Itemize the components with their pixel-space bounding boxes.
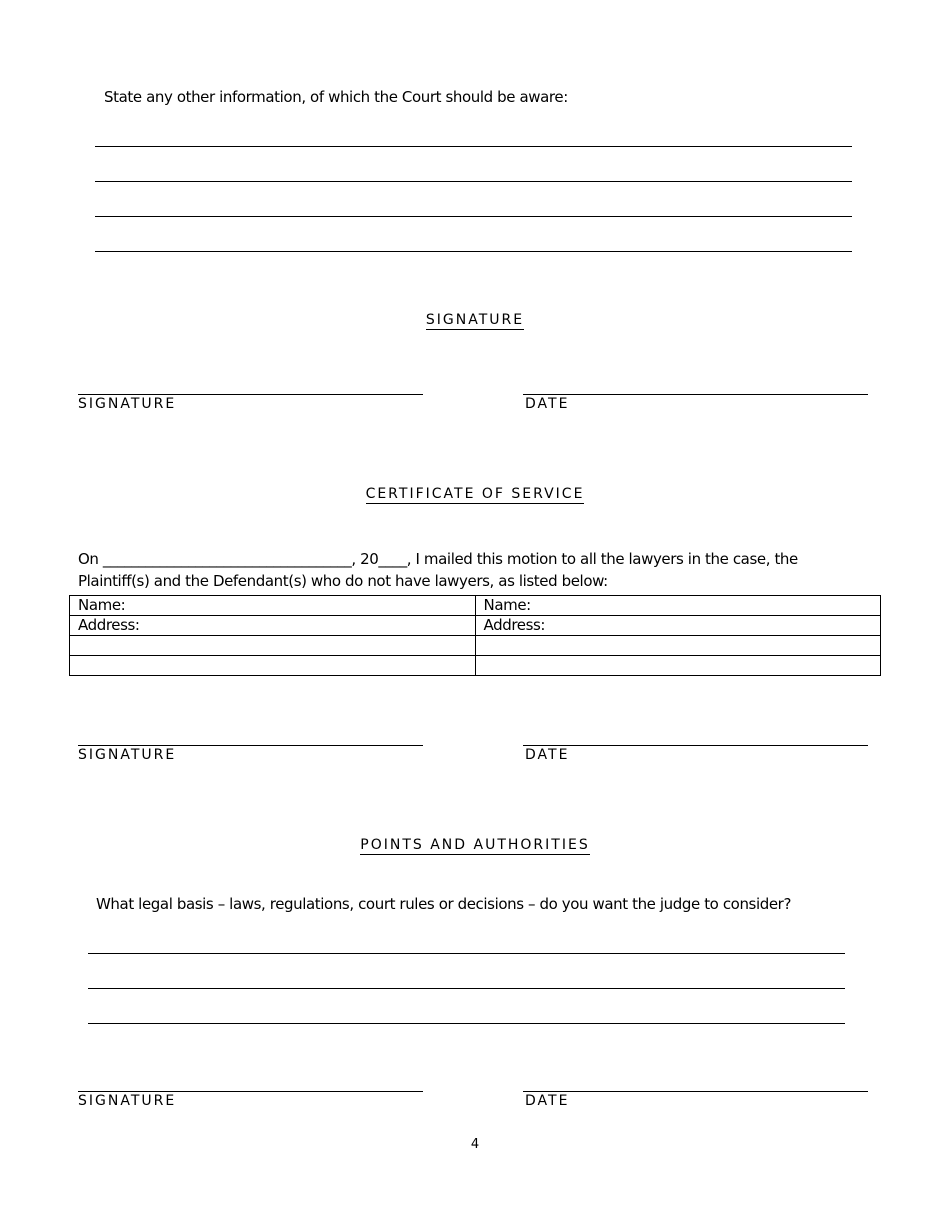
page-number: 4: [470, 1137, 480, 1152]
points-line-3[interactable]: [88, 1023, 845, 1024]
table-row: [70, 636, 881, 656]
other-info-prompt: State any other information, of which the Court should be aware:: [104, 88, 568, 106]
address-cell-right[interactable]: Address:: [475, 616, 881, 636]
points-date-caption: DATE: [525, 1093, 570, 1109]
name-cell-right[interactable]: Name:: [475, 596, 881, 616]
date-line[interactable]: [523, 394, 868, 395]
date-caption: DATE: [525, 396, 570, 412]
points-signature-caption: SIGNATURE: [78, 1093, 177, 1109]
certificate-signature-caption: SIGNATURE: [78, 747, 177, 763]
certificate-text-line-1: On ___________________________________, 20____, I mailed this motion to all the lawyers in the case, the: [78, 550, 798, 568]
other-info-line-3[interactable]: [95, 216, 852, 217]
name-cell-left[interactable]: Name:: [70, 596, 476, 616]
signature-heading: SIGNATURE: [425, 312, 525, 328]
service-list-table: [69, 595, 881, 676]
points-signature-line[interactable]: [78, 1091, 423, 1092]
address-cell-left[interactable]: Address:: [70, 616, 476, 636]
signature-caption: SIGNATURE: [78, 396, 177, 412]
other-info-line-2[interactable]: [95, 181, 852, 182]
points-heading: POINTS AND AUTHORITIES: [360, 837, 590, 853]
points-date-line[interactable]: [523, 1091, 868, 1092]
certificate-date-line[interactable]: [523, 745, 868, 746]
table-row: [70, 656, 881, 676]
certificate-date-caption: DATE: [525, 747, 570, 763]
certificate-signature-line[interactable]: [78, 745, 423, 746]
other-info-line-1[interactable]: [95, 146, 852, 147]
other-info-line-4[interactable]: [95, 251, 852, 252]
signature-line[interactable]: [78, 394, 423, 395]
table-row: [70, 596, 881, 616]
blank-cell[interactable]: [70, 636, 476, 656]
certificate-text-line-2: Plaintiff(s) and the Defendant(s) who do not have lawyers, as listed below:: [78, 572, 608, 590]
blank-cell[interactable]: [475, 656, 881, 676]
blank-cell[interactable]: [475, 636, 881, 656]
points-line-1[interactable]: [88, 953, 845, 954]
certificate-heading: CERTIFICATE OF SERVICE: [365, 486, 585, 502]
table-row: [70, 616, 881, 636]
points-line-2[interactable]: [88, 988, 845, 989]
points-prompt: What legal basis – laws, regulations, court rules or decisions – do you want the judge to consider?: [96, 895, 792, 913]
blank-cell[interactable]: [70, 656, 476, 676]
